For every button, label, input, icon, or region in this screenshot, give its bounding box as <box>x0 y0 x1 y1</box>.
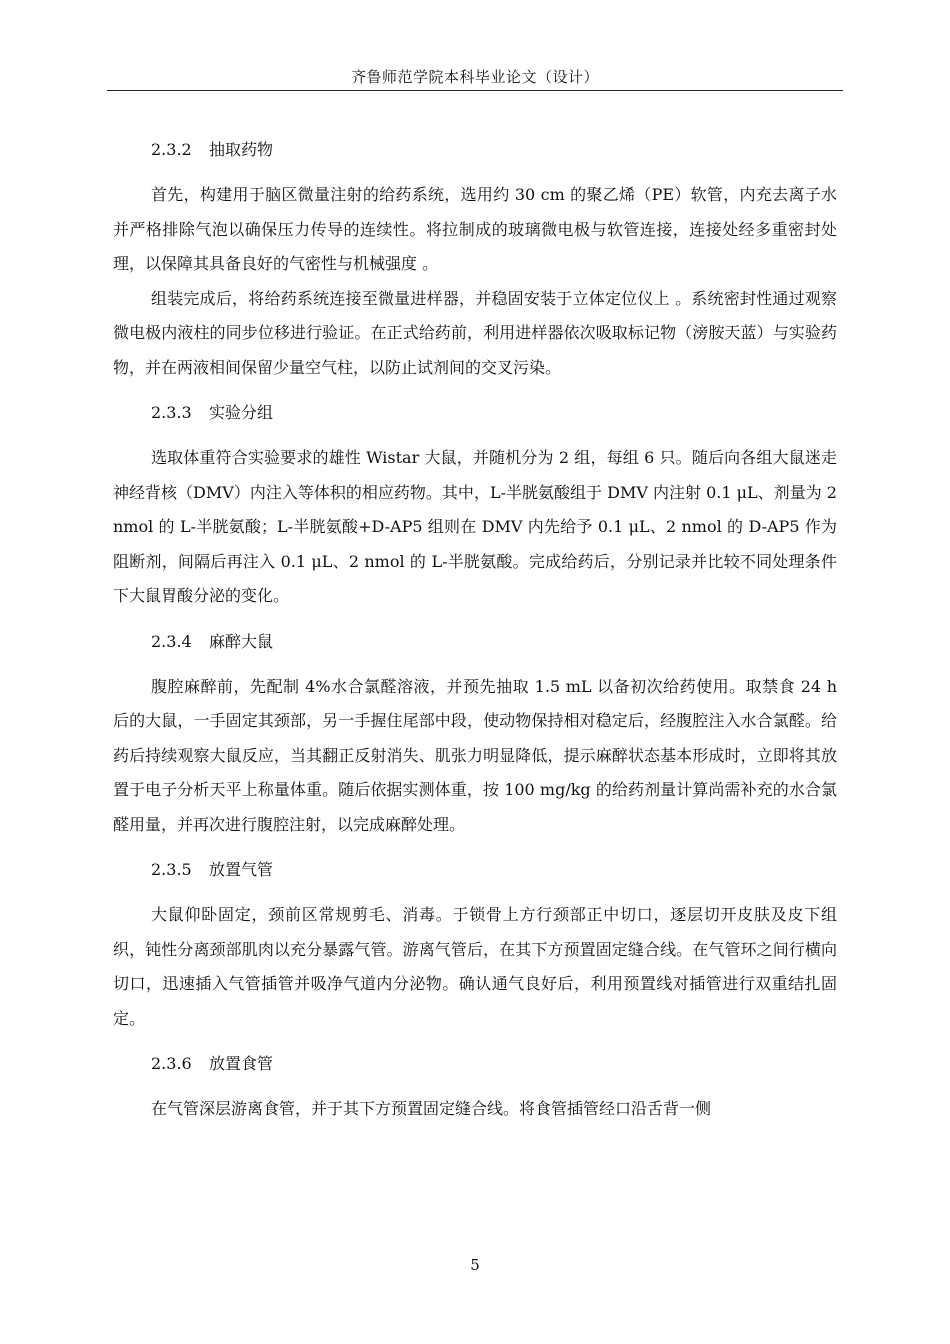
section-title: 抽取药物 <box>209 140 274 159</box>
body-content <box>113 132 837 1127</box>
section-number: 2.3.4 <box>151 631 192 651</box>
section-number: 2.3.5 <box>151 860 192 879</box>
section-number: 2.3.3 <box>151 403 192 422</box>
section-heading <box>151 852 837 888</box>
paragraph: 腹腔麻醉前，先配制 4%水合氯醛溶液，并预先抽取 1.5 mL 以备初次给药使用。取禁食 24 h 后的大鼠，一手固定其颈部，另一手握住尾部中段，使动物保持相对稳定后，经腹腔注入水合氯醛。给药后持续观察大鼠反应，当其翻正反射消失、肌张力明显降低，提示麻醉状态基本形成时，立即将其放置于电子分析天平上称量体重。随后依据实测体重，按 100 mg/kg 的给药剂量计算尚需补充的水合氯醛用量，并再次进行腹腔注射，以完成麻醉处理。 <box>113 676 837 834</box>
section-title: 放置食管 <box>209 1054 274 1073</box>
section-title: 放置气管 <box>209 860 274 879</box>
paragraph: 大鼠仰卧固定，颈前区常规剪毛、消毒。于锁骨上方行颈部正中切口，逐层切开皮肤及皮下组织，钝性分离颈部肌肉以充分暴露气管。游离气管后，在其下方预置固定缝合线。在气管环之间行横向切口，迅速插入气管插管并吸净气道内分泌物。确认通气良好后，利用预置线对插管进行双重结扎固定。 <box>113 905 837 1028</box>
section-number: 2.3.2 <box>151 140 192 159</box>
section-heading <box>151 132 837 168</box>
page-number: 5 <box>470 1256 480 1274</box>
section-title: 麻醉大鼠 <box>209 631 274 651</box>
section-title: 实验分组 <box>209 403 274 422</box>
paragraph: 在气管深层游离食管，并于其下方预置固定缝合线。将食管插管经口沿舌背一侧 <box>151 1099 712 1118</box>
running-header: 齐鲁师范学院本科毕业论文（设计） <box>350 68 599 86</box>
section-heading <box>151 395 837 431</box>
section-heading <box>151 1046 837 1082</box>
paragraph: 组装完成后，将给药系统连接至微量进样器，并稳固安装于立体定位仪上 。系统密封性通过观察微电极内液柱的同步位移进行验证。在正式给药前，利用进样器依次吸取标记物（滂胺天蓝）与实验药物，并在两液相间保留少量空气柱，以防止试剂间的交叉污染。 <box>113 288 837 377</box>
section-number: 2.3.6 <box>151 1054 192 1073</box>
paragraph: 选取体重符合实验要求的雄性 Wistar 大鼠，并随机分为 2 组，每组 6 只。随后向各组大鼠迷走神经背核（DMV）内注入等体积的相应药物。其中，L-半胱氨酸组于 DMV 内注射 0.1 μL、剂量为 2 nmol 的 L-半胱氨酸；L-半胱氨酸+D-AP5 组则在 DMV 内先给予 0.1 μL、2 nmol 的 D-AP5 作为阻断剂，间隔后再注入 0.1 μL、2 nmol 的 L-半胱氨酸。完成给药后，分别记录并比较不同处理条件下大鼠胃酸分泌的变化。 <box>113 448 837 605</box>
section-heading <box>151 624 837 660</box>
paragraph: 首先，构建用于脑区微量注射的给药系统，选用约 30 cm 的聚乙烯（PE）软管，内充去离子水并严格排除气泡以确保压力传导的连续性。将拉制成的玻璃微电极与软管连接，连接处经多重密封处理，以保障其具备良好的气密性与机械强度 。 <box>113 185 837 273</box>
header-rule <box>107 90 843 91</box>
